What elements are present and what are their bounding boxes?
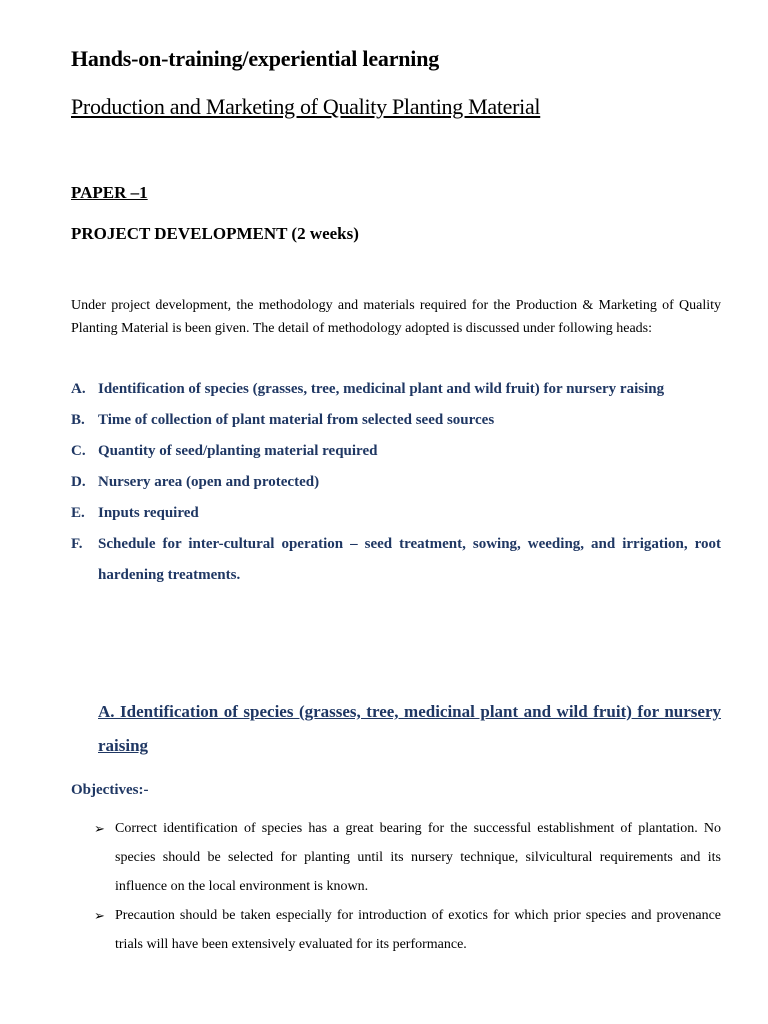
list-item-label: B. xyxy=(71,412,85,428)
list-item-label: E. xyxy=(71,505,85,521)
objectives-label: Objectives:- xyxy=(71,782,149,798)
arrow-bullet-icon: ➢ xyxy=(94,821,105,836)
list-item-label: A. xyxy=(71,381,86,397)
list-item xyxy=(94,901,721,959)
list-item-text: Precaution should be taken especially for introduction of exotics for which prior species and provenance trials will have been extensively evaluated for its performance. xyxy=(115,908,721,952)
list-item-text: Schedule for inter-cultural operation – seed treatment, sowing, weeding, and irrigation, root hardening treatments. xyxy=(98,536,721,583)
list-item-text: Time of collection of plant material from selected seed sources xyxy=(98,412,495,428)
list-item-text: Identification of species (grasses, tree, medicinal plant and wild fruit) for nursery raising xyxy=(98,381,665,397)
list-item xyxy=(71,374,721,405)
list-item xyxy=(71,467,721,498)
list-item-text: Quantity of seed/planting material required xyxy=(98,443,378,459)
intro-paragraph: Under project development, the methodology and materials required for the Production & Marketing of Quality Planting Material is been given. The detail of methodology adopted is discussed under following heads: xyxy=(71,298,721,336)
list-item-text: Inputs required xyxy=(98,505,199,521)
project-heading: PROJECT DEVELOPMENT (2 weeks) xyxy=(71,224,359,243)
methodology-heads-list xyxy=(71,374,721,591)
list-item xyxy=(71,529,721,591)
arrow-bullet-icon: ➢ xyxy=(94,908,105,923)
list-item-label: C. xyxy=(71,443,86,459)
objectives-list xyxy=(94,814,721,959)
list-item xyxy=(71,405,721,436)
list-item-text: Correct identification of species has a great bearing for the successful establishment of plantation. No species should be selected for planting until its nursery technique, silvicultural requirements and its influence on the local environment is known. xyxy=(115,821,721,894)
paper-label: PAPER –1 xyxy=(71,183,148,202)
section-heading: A. Identification of species (grasses, tree, medicinal plant and wild fruit) for nursery raising xyxy=(98,702,721,755)
list-item xyxy=(94,814,721,901)
list-item-text: Nursery area (open and protected) xyxy=(98,474,320,490)
list-item-label: D. xyxy=(71,474,86,490)
document-subtitle: Production and Marketing of Quality Planting Material xyxy=(71,94,541,119)
list-item xyxy=(71,498,721,529)
document-title: Hands-on-training/experiential learning xyxy=(71,46,440,71)
list-item xyxy=(71,436,721,467)
list-item-label: F. xyxy=(71,536,83,552)
